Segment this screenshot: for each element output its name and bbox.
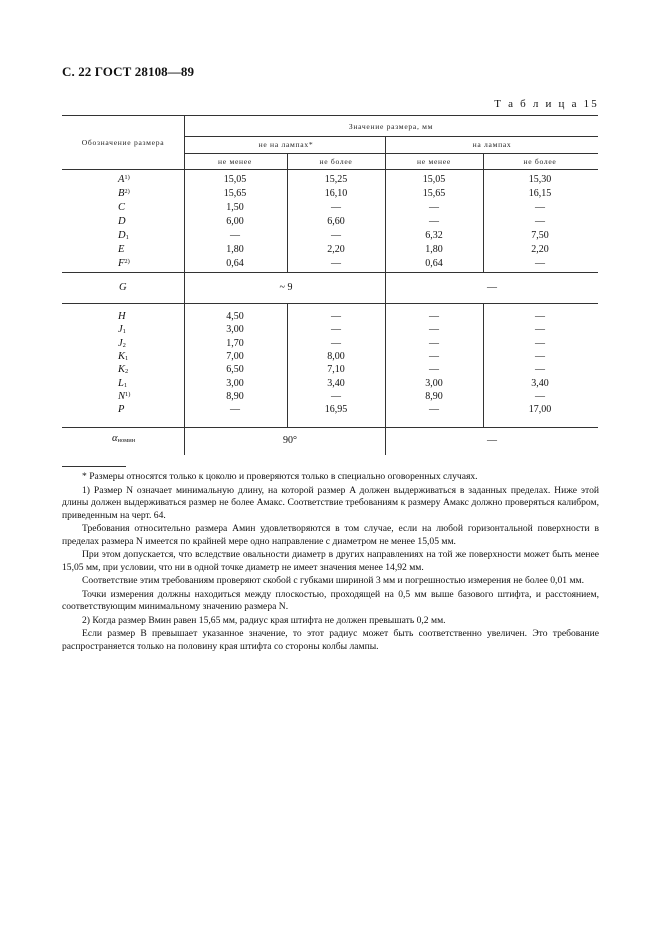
row-label: $J_2$	[118, 337, 126, 349]
row-label: $K_1$	[118, 350, 129, 362]
alpha-row-not-on-lamps: 90°	[283, 435, 297, 446]
row-value: 15,65	[422, 188, 446, 199]
row-label: $L_1$	[118, 377, 128, 389]
footnote-paragraph: Точки измерения должны находиться между плоскостью, проходящей на 0,5 мм выше базового штифта, и расстоянием, соответствующим минимальному значению размера N.	[62, 588, 599, 612]
dimension-table	[62, 115, 598, 455]
row-value: 15,30	[528, 174, 552, 185]
footnote-paragraph: Если размер B превышает указанное значение, то этот радиус может быть соответственно увеличен. Это требование распространяется только на половину края штифта со стороны колбы лампы.	[62, 628, 599, 652]
row-value: 3,00	[226, 377, 244, 389]
row-value: 0,64	[226, 258, 244, 269]
row-label: $K_2$	[118, 364, 129, 376]
row-label: $F^{2)}$	[118, 258, 130, 269]
row-value: —	[535, 390, 545, 402]
row-value: 1,50	[226, 202, 244, 213]
row-value: —	[331, 311, 341, 322]
footnote-paragraph: При этом допускается, что вследствие овальности диаметр в других направлениях на той же поверхности может быть менее 15,05 мм, при условии, что ни в одной точке диаметр не имеет значения менее 14,92 мм.	[62, 549, 599, 573]
row-value: 2,20	[531, 244, 549, 255]
row-value: 15,05	[223, 174, 247, 185]
row-value: —	[429, 311, 439, 322]
row-value: 17,00	[528, 404, 552, 416]
row-value: 15,25	[324, 174, 348, 185]
alpha-row-on-lamps: —	[487, 435, 497, 446]
row-label: $D_1$	[118, 230, 129, 241]
footnotes	[62, 466, 599, 654]
row-value: —	[331, 390, 341, 402]
row-label: P	[118, 404, 125, 416]
row-label: E	[118, 244, 125, 255]
row-value: 15,65	[223, 188, 247, 199]
row-value: 7,10	[327, 364, 345, 376]
row-value: —	[429, 364, 439, 376]
row-value: 16,10	[324, 188, 348, 199]
header-sub-max: не более	[319, 157, 353, 166]
row-value: 3,00	[226, 324, 244, 336]
row-value: —	[429, 404, 439, 416]
row-value: 7,50	[531, 230, 549, 241]
row-value: —	[429, 202, 439, 213]
row-value: 0,64	[425, 258, 443, 269]
g-row-label: G	[119, 282, 127, 293]
header-value: Значение размера, мм	[348, 122, 434, 131]
row-value: —	[535, 202, 545, 213]
row-value: 1,70	[226, 337, 244, 349]
row-value: 3,00	[425, 377, 443, 389]
header-sub-min: не менее	[417, 157, 451, 166]
row-value: —	[535, 324, 545, 336]
row-value: 4,50	[226, 311, 244, 322]
row-value: —	[331, 337, 341, 349]
row-value: —	[331, 324, 341, 336]
header-not-on-lamps: не на лампах*	[258, 140, 314, 149]
row-label: C	[118, 202, 126, 213]
footnote-paragraph: 2) Когда размер Bмин равен 15,65 мм, радиус края штифта не должен превышать 0,2 мм.	[82, 614, 446, 626]
row-value: 3,40	[531, 377, 549, 389]
row-value: —	[331, 230, 341, 241]
row-label: D	[118, 216, 126, 227]
row-value: 8,90	[425, 390, 443, 402]
row-label: $J_1$	[118, 324, 126, 336]
row-value: 1,80	[425, 244, 443, 255]
row-value: 8,00	[327, 350, 345, 362]
row-value: —	[535, 364, 545, 376]
g-row-not-on-lamps: ~ 9	[279, 282, 293, 293]
row-value: 7,00	[226, 350, 244, 362]
row-value: 8,90	[226, 390, 244, 402]
page-header: С. 22 ГОСТ 28108—89	[62, 64, 195, 79]
row-value: —	[331, 202, 341, 213]
table-title: Т а б л и ц а 15	[494, 98, 599, 110]
footnote-paragraph: Требования относительно размера Aмин удовлетворяются в том случае, если на любой горизонтальной поверхности в пределах размера N имеется по крайней мере одно направление с диаметром не менее 15,05 мм.	[62, 523, 599, 547]
row-label: $A^{1)}$	[118, 174, 130, 185]
row-value: 6,32	[425, 230, 443, 241]
row-value: —	[429, 324, 439, 336]
row-label: H	[118, 311, 126, 322]
footnote-paragraph: 1) Размер N означает минимальную длину, на которой размер A должен выдерживаться в заданных пределах. Ниже этой длины должен выдерживаться размер не более Aмакс. Соответствие требованиям к размеру Aмакс должно проверяться калибром, приведенным на черт. 64.	[62, 484, 599, 521]
row-value: 3,40	[327, 377, 345, 389]
alpha-row-label: $\alpha_{номин}$	[112, 433, 136, 444]
row-value: 1,80	[226, 244, 244, 255]
header-on-lamps: на лампах	[472, 140, 512, 149]
row-value: 16,15	[528, 188, 552, 199]
row-value: —	[535, 350, 545, 362]
row-value: —	[535, 311, 545, 322]
row-value: —	[230, 404, 240, 416]
row-value: —	[535, 258, 545, 269]
row-value: —	[535, 216, 545, 227]
row-value: —	[429, 216, 439, 227]
header-designation: Обозначение размера	[81, 138, 165, 147]
row-value: —	[535, 337, 545, 349]
g-row-on-lamps: —	[487, 282, 497, 293]
header-sub-min: не менее	[218, 157, 252, 166]
row-value: 6,60	[327, 216, 345, 227]
row-value: —	[429, 350, 439, 362]
row-label: $B^{2)}$	[118, 188, 130, 199]
row-value: 15,05	[422, 174, 446, 185]
footnote-paragraph: * Размеры относятся только к цоколю и проверяются только в специально оговоренных случаях.	[82, 471, 478, 482]
row-value: 16,95	[324, 404, 348, 416]
row-value: —	[331, 258, 341, 269]
row-value: 6,00	[226, 216, 244, 227]
row-value: —	[429, 337, 439, 349]
header-sub-max: не более	[523, 157, 557, 166]
row-value: 6,50	[226, 364, 244, 376]
row-value: —	[230, 230, 240, 241]
footnote-separator	[62, 466, 126, 467]
row-value: 2,20	[327, 244, 345, 255]
footnote-paragraph: Соответствие этим требованиям проверяют скобой с губками шириной 3 мм и погрешностью измерения не более 0,01 мм.	[82, 575, 584, 586]
row-label: $N^{1)}$	[118, 390, 131, 402]
